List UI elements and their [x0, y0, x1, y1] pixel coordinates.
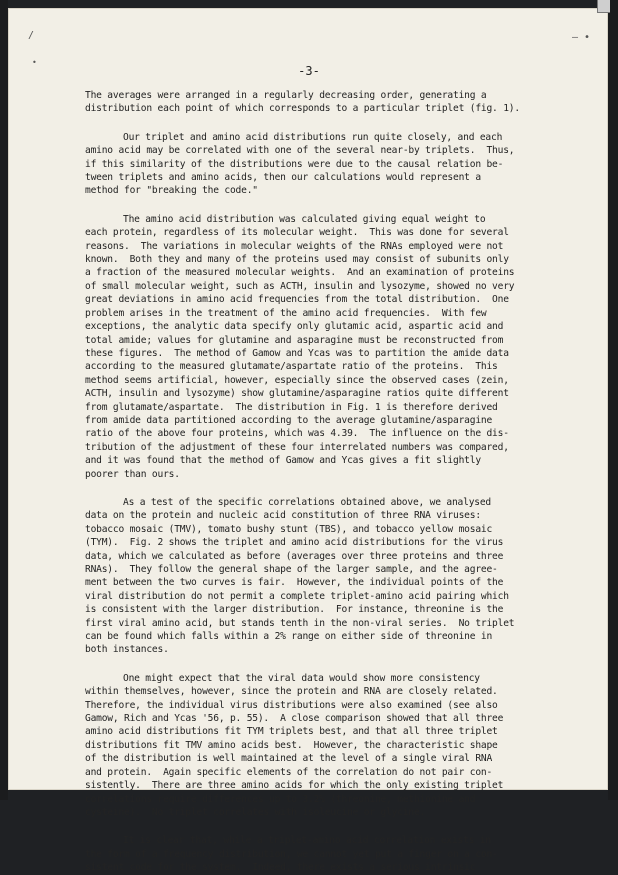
margin-mark: • — [32, 58, 37, 67]
text-line: exceptions, the analytic data specify only glutamic acid, aspartic acid and — [85, 321, 504, 333]
margin-mark: — • — [571, 32, 590, 43]
paragraph — [85, 213, 555, 481]
text-line: known. Both they and many of the proteins used may consist of subunits only — [85, 254, 509, 266]
text-line: total amide; values for glutamine and asparagine must be reconstructed from — [85, 334, 504, 346]
text-line: the form of a frequency distribution, we cannot yet put a finger on a con- — [85, 848, 498, 860]
text-line: great deviations in amino acid frequencies from the total distribution. One — [85, 294, 509, 306]
text-line: distributions fit TMV amino acids best. However, the characteristic shape — [85, 739, 498, 751]
paragraph-gap — [85, 481, 555, 496]
paragraph — [85, 496, 555, 657]
text-line: these figures. The method of Gamow and Ycas was to partition the amide data — [85, 347, 509, 359]
paragraph-gap — [85, 116, 555, 131]
text-line: RNAs). They follow the general shape of the larger sample, and the agree- — [85, 564, 498, 575]
text-line: viral distribution do not permit a complete triplet-amino acid pairing which — [85, 590, 509, 602]
text-line: ACTH, insulin and lysozyme) show glutamine/asparagine ratios quite different — [85, 388, 509, 400]
paragraph-gap — [85, 198, 555, 213]
text-line: a fraction of the measured molecular weights. And an examination of proteins — [85, 267, 515, 279]
text-line: Our triplet and amino acid distributions run quite closely, and each — [123, 131, 503, 143]
text-line: One might expect that the viral data would show more consistency — [123, 672, 480, 684]
text-line: amino acid distributions fit TYM triplets best, and that all three triplet — [85, 726, 498, 738]
text-line: cysteine). No triplet correlates with isoleucine or glycine. — [85, 806, 426, 818]
text-line: It is clear that, while a triplet-amino acid correlation exists in — [123, 835, 492, 847]
paragraph — [85, 89, 555, 116]
text-line: can be found which falls within a 2% range on either side of threonine in — [85, 631, 493, 643]
text-line: ratio of the above four proteins, which was 4.39. The influence on the dis- — [85, 428, 509, 440]
text-line: of the distribution is well maintained at the level of a single viral RNA — [85, 753, 493, 765]
text-line: reasons. The variations in molecular weights of the RNAs employed were not — [85, 240, 504, 252]
text-line: tribution of the adjustment of these four interrelated numbers was compared, — [85, 441, 509, 453]
text-line: As a test of the specific correlations obtained above, we analysed — [123, 496, 492, 508]
text-line: amino acid may be correlated with one of the several near-by triplets. Thus, — [85, 145, 515, 157]
text-line: according to the measured glutamate/aspartate ratio of the proteins. This — [85, 361, 498, 373]
text-line: The amino acid distribution was calculated giving equal weight to — [123, 213, 486, 225]
paragraph-gap — [85, 819, 555, 834]
text-line: The averages were arranged in a regularly decreasing order, generating a — [85, 90, 487, 101]
paragraph — [85, 672, 555, 819]
scan-right-edge — [608, 0, 618, 800]
text-line: method seems artificial, however, especially since the observed cases (zein, — [85, 374, 509, 386]
text-line: each protein, regardless of its molecular weight. This was done for several — [85, 227, 509, 239]
text-line: problem arises in the treatment of the amino acid frequencies. With few — [85, 307, 487, 319]
text-line: of small molecular weight, such as ACTH, insulin and lysozyme, showed no very — [85, 280, 515, 292]
text-line: data on the protein and nucleic acid constitution of three RNA viruses: — [85, 510, 481, 522]
text-line: is consistent with the larger distribution. For instance, threonine is the — [85, 604, 504, 616]
paragraph — [85, 834, 555, 874]
text-line: poorer than ours. — [85, 468, 180, 480]
text-line: from glutamate/aspartate. The distribution in Fig. 1 is therefore derived — [85, 401, 498, 413]
text-line: if this similarity of the distributions were due to the causal relation be- — [85, 158, 504, 170]
text-line: both instances. — [85, 644, 169, 656]
text-line: Therefore, the individual virus distributions were also examined (see also — [85, 699, 498, 711]
text-line: Gamow, Rich and Ycas '56, p. 55). A close comparison showed that all three — [85, 713, 504, 725]
margin-mark: / — [28, 30, 35, 41]
text-line: sistently. There are three amino acids for which the only existing triplet — [85, 780, 504, 792]
text-line: ment between the two curves is fair. However, the individual points of the — [85, 577, 504, 589]
text-line: distribution each point of which corresponds to a particular triplet (fig. 1). — [85, 103, 520, 115]
typed-text-body — [85, 89, 555, 875]
text-line: correlations require differences up to 3.2% (threonine, methionine and — [85, 793, 476, 805]
text-line: tobacco mosaic (TMV), tomato bushy stunt (TBS), and tobacco yellow mosaic — [85, 523, 493, 535]
text-line: method for "breaking the code." — [85, 185, 258, 197]
archive-corner-tab — [597, 0, 610, 13]
scan-left-edge — [0, 0, 8, 800]
text-line: sistent code for the system. Indeed, there exists a serious intrinsic — [85, 862, 476, 874]
text-line: within themselves, however, since the protein and RNA are closely related. — [85, 686, 498, 698]
text-line: data, which we calculated as before (averages over three proteins and three — [85, 550, 504, 562]
paragraph-gap — [85, 657, 555, 672]
text-line: from amide data partitioned according to the average glutamine/asparagine — [85, 414, 493, 426]
text-line: first viral amino acid, but stands tenth in the non-viral series. No triplet — [85, 617, 515, 629]
text-line: and it was found that the method of Gamow and Ycas gives a fit slightly — [85, 455, 481, 467]
paragraph — [85, 131, 555, 198]
text-line: (TYM). Fig. 2 shows the triplet and amino acid distributions for the virus — [85, 537, 504, 549]
text-line: and protein. Again specific elements of the correlation do not pair con- — [85, 766, 493, 778]
text-line: tween triplets and amino acids, then our calculations would represent a — [85, 172, 481, 184]
page-number: -3- — [298, 64, 320, 78]
